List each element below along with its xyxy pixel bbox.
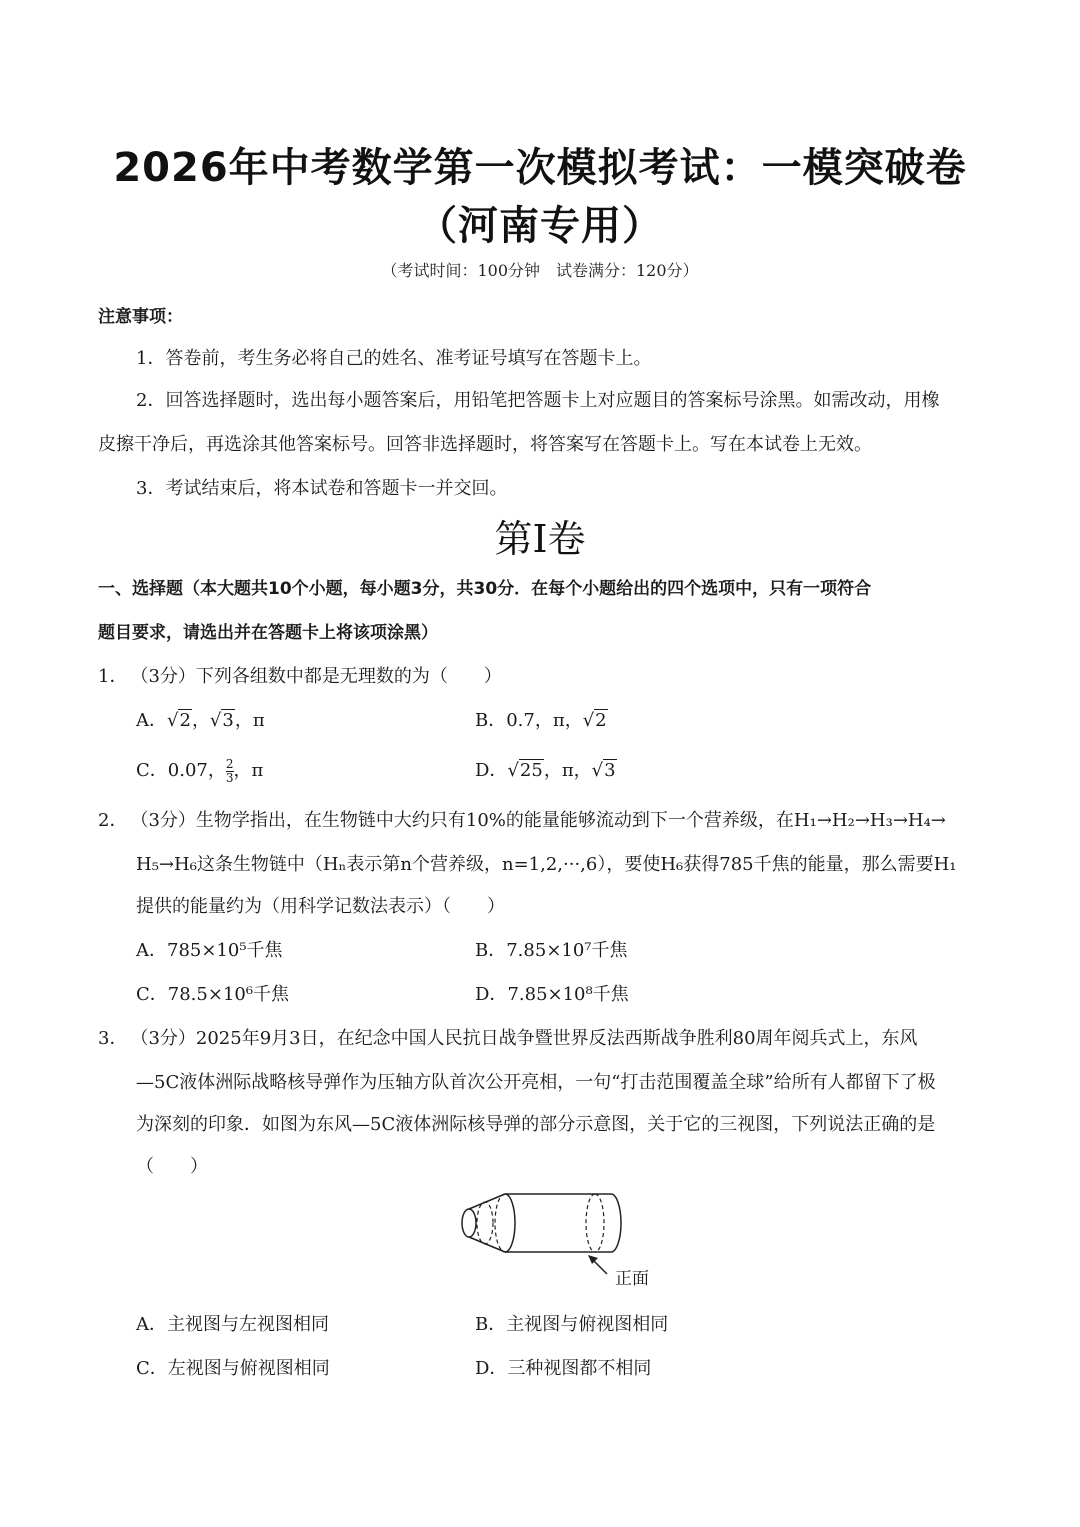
volume-title: 第I卷 (494, 517, 586, 561)
option-text: 左视图与俯视图相同 (167, 1358, 330, 1379)
q1-option-c (136, 756, 263, 785)
option-label: C． (136, 1358, 168, 1379)
option-label: B． (475, 710, 507, 731)
option-text: √2，√3，π (167, 710, 265, 731)
option-text: 三种视图都不相同 (507, 1358, 652, 1379)
exam-info: （考试时间：100分钟 试卷满分：120分） (381, 261, 699, 280)
option-label: C． (136, 760, 168, 781)
question-1 (98, 662, 502, 688)
q3-option-a (136, 1310, 329, 1336)
q1-option-a (136, 706, 265, 732)
option-text: 7.85×10⁸千焦 (507, 984, 629, 1005)
option-label: D． (475, 1358, 508, 1379)
notice-item-2-line1: 2．回答选择题时，选出每小题答案后，用铅笔把答题卡上对应题目的答案标号涂黑。如需改动，用橡 (136, 390, 940, 411)
question-2-line3: 提供的能量约为（用科学记数法表示）（ ） (136, 896, 505, 917)
notice-item-3: 3．考试结束后，将本试卷和答题卡一并交回。 (136, 478, 508, 499)
option-text: √25，π，√3 (507, 760, 616, 781)
q2-option-b (475, 936, 628, 962)
question-2-line2: H₅→H₆这条生物链中（Hₙ表示第n个营养级，n=1,2,···,6），要使H₆获得785千焦的能量，那么需要H₁ (136, 854, 957, 875)
question-3-line3: 为深刻的印象．如图为东风—5C液体洲际核导弹的部分示意图，关于它的三视图，下列说法正确的是 (136, 1114, 936, 1135)
figure-label-front: 正面 (615, 1269, 649, 1289)
page-title-region: （河南专用） (417, 203, 663, 249)
question-number: 2． (98, 810, 128, 831)
option-label: A． (136, 940, 167, 961)
q1-option-b (475, 706, 608, 732)
question-stem-line1: （3分）2025年9月3日，在纪念中国人民抗日战争暨世界反法西斯战争胜利80周年阅兵式上，东风 (139, 1028, 918, 1049)
missile-figure (455, 1188, 675, 1292)
q2-option-c (136, 980, 289, 1006)
option-text: 785×10⁵千焦 (167, 940, 283, 961)
section-heading-line2: 题目要求，请选出并在答题卡上将该项涂黑） (98, 623, 438, 643)
question-number: 1． (98, 666, 128, 687)
option-text: 0.7，π，√2 (506, 710, 607, 731)
notice-item-1: 1．答卷前，考生务必将自己的姓名、准考证号填写在答题卡上。 (136, 348, 652, 369)
question-stem-line1: （3分）生物学指出，在生物链中大约只有10%的能量能够流动到下一个营养级，在H₁→H₂→H₃→H₄→ (139, 810, 946, 831)
notice-heading: 注意事项： (98, 307, 183, 327)
section-heading-line1: 一、选择题（本大题共10个小题，每小题3分，共30分．在每个小题给出的四个选项中，只有一项符合 (98, 579, 872, 599)
q2-option-d (475, 980, 629, 1006)
q3-option-b (475, 1310, 668, 1336)
page-title: 2026年中考数学第一次模拟考试：一模突破卷 (113, 145, 967, 191)
question-2 (98, 806, 946, 832)
q1-option-d (475, 756, 617, 782)
option-label: D． (475, 760, 508, 781)
notice-item-2-line2: 皮擦干净后，再选涂其他答案标号。回答非选择题时，将答案写在答题卡上。写在本试卷上无效。 (98, 434, 872, 455)
question-3-line4: （ ） (136, 1156, 208, 1177)
option-label: B． (475, 1314, 507, 1335)
option-text: 0.07， $\frac{2}{3}$ ，π (167, 756, 264, 785)
q2-option-a (136, 936, 283, 962)
option-text: 78.5×10⁶千焦 (167, 984, 290, 1005)
option-label: A． (136, 1314, 167, 1335)
question-stem: （3分）下列各组数中都是无理数的为（ ） (139, 666, 502, 687)
option-text: 7.85×10⁷千焦 (506, 940, 628, 961)
q3-option-d (475, 1354, 651, 1380)
option-label: C． (136, 984, 168, 1005)
question-3-line2: —5C液体洲际战略核导弹作为压轴方队首次公开亮相，一句“打击范围覆盖全球”给所有人都留下了极 (136, 1072, 936, 1093)
question-number: 3． (98, 1028, 128, 1049)
q3-option-c (136, 1354, 330, 1380)
option-text: 主视图与俯视图相同 (506, 1314, 669, 1335)
question-3 (98, 1024, 918, 1050)
option-label: B． (475, 940, 507, 961)
option-label: D． (475, 984, 508, 1005)
option-label: A． (136, 710, 167, 731)
option-text: 主视图与左视图相同 (167, 1314, 329, 1335)
